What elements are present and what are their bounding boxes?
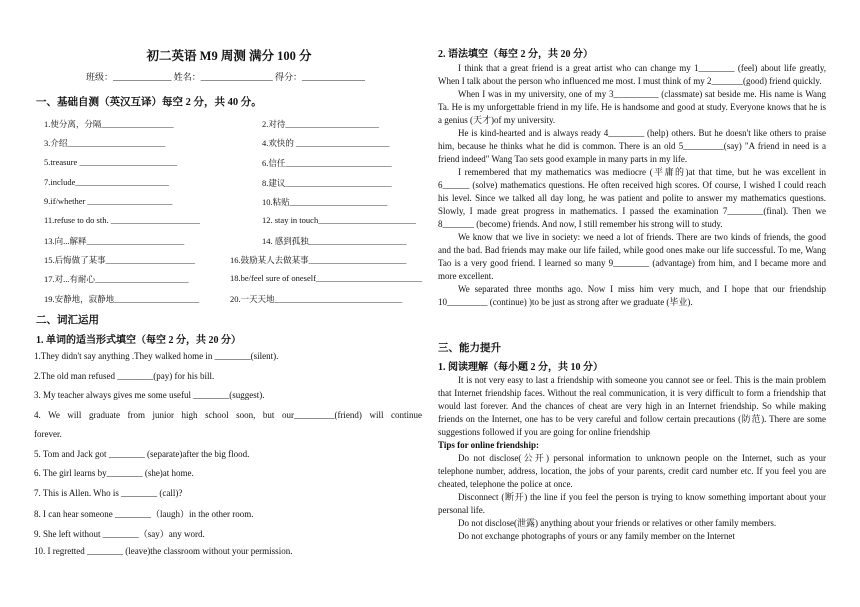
right-column xyxy=(438,0,826,607)
exercise-line-10: 10. I regretted ________ (leave)the classroom without your permission. xyxy=(34,546,293,556)
vocab-item-12: 12. stay in touch_______________________ xyxy=(262,215,416,225)
exercise-line-9: 9. She left without ________（say）any word. xyxy=(34,529,205,539)
vocab-item-13: 13.向...解释_______________________ xyxy=(44,236,185,246)
exercise-line-3: 3. My teacher always gives me some useful ________(suggest). xyxy=(34,390,265,400)
grammar-paragraph-6: We separated three months ago. Now I miss him very much, and I hope that our friendship 10_________ (continue) )to be just as strong after we graduate (毕业). xyxy=(438,284,826,307)
vocab-item-16: 16.鼓励某人去做某事_______________________ xyxy=(230,255,407,265)
reading-paragraph: It is not very easy to last a friendship with someone you cannot see or feel. This is the main problem that Internet friendship faces. Without the real communication, it is very difficult to form a friendship that would last forever. And the chances of cheat are very high in an Internet friendship. So while making friends on the Internet, one has to be very careful and follow certain precautions (防范). There are some suggestions followed if you are going for online friendship xyxy=(438,375,826,437)
vocab-item-18: 18.be/feel sure of oneself_________________________ xyxy=(230,273,423,283)
vocab-item-14: 14. 感到孤独_______________________ xyxy=(262,236,407,246)
tips-title: Tips for online friendship: xyxy=(438,440,539,450)
vocab-item-11: 11.refuse to do sth. _____________________ xyxy=(44,215,200,225)
vocab-item-8: 8.建议_________________________ xyxy=(262,178,392,188)
grammar-paragraph-2: When I was in my university, one of my 3__________ (classmate) sat beside me. His name is Wang Ta. He is my unforgettable friend in my life. He is handsome and good at study. Everyone knows that he is a genius (天才)of my university. xyxy=(438,89,826,125)
tip-4: Do not exchange photographs of yours or any family member on the Internet xyxy=(458,531,735,541)
vocab-item-1: 1.使分离，分隔_________________ xyxy=(44,119,174,129)
vocab-item-5: 5.treasure _______________________ xyxy=(44,157,178,167)
exercise-line-2: 2.The old man refused ________(pay) for his bill. xyxy=(34,371,215,381)
grammar-paragraph-1: I think that a great friend is a great artist who can change my 1________ (feel) about life greatly, When I talk about the person who influenced me most. I must think of my 2_______(good) friend quickly. xyxy=(438,63,826,86)
vocab-item-17: 17.对...有耐心______________________ xyxy=(44,274,189,284)
section2-heading: 二、词汇运用 xyxy=(36,315,99,326)
exercise-line-5: 5. Tom and Jack got ________ (separate)after the big flood. xyxy=(34,449,250,459)
section1-heading: 一、基础自测（英汉互译）每空 2 分，共 40 分。 xyxy=(36,97,262,108)
vocab-item-10: 10.粘贴_______________________ xyxy=(262,197,388,207)
grammar-paragraph-5: We know that we live in society: we need a lot of friends. There are two kinds of friends, the good and the bad. Bad friends may make our life failed, while good ones make our life successful. To me, Wang Tao is a very good friend. I learned so many 9________ (advantage) from him, and I became more and more excellent. xyxy=(438,232,826,281)
reading-heading: 1. 阅读理解（每小题 2 分，共 10 分） xyxy=(438,362,603,373)
student-info-line: 班级：_____________ 姓名：________________ 得分：______________ xyxy=(86,72,366,82)
vocab-item-3: 3.介绍_______________________ xyxy=(44,138,166,148)
reading-passage xyxy=(438,374,826,543)
vocab-item-20: 20.一天天地______________________________ xyxy=(230,294,403,304)
grammar-passage xyxy=(438,62,826,309)
exercise-line-8: 8. I can hear someone ________（laugh）in the other room. xyxy=(34,509,254,519)
tip-1: Do not disclose(公开) personal information to unknown people on the Internet, such as your telephone number, address, location, the jobs of your parents, credit card number etc. If you feel you are cheated, telephone the police at once. xyxy=(438,453,826,489)
exercise-line-4: 4. We will graduate from junior high school soon, but our_________(friend) will continue xyxy=(34,410,422,420)
vocab-item-15: 15.后悔做了某事_____________________ xyxy=(44,255,195,265)
page-title: 初二英语 M9 周测 满分 100 分 xyxy=(146,49,312,63)
section2-sub1-heading: 1. 单词的适当形式填空（每空 2 分，共 20 分） xyxy=(36,335,241,346)
vocab-item-7: 7.include______________________ xyxy=(44,177,169,187)
exercise-line-6: 6. The girl learns by________ (she)at home. xyxy=(34,468,194,478)
grammar-fill-heading: 2. 语法填空（每空 2 分，共 20 分） xyxy=(438,49,593,60)
tip-3: Do not disclose(泄露) anything about your friends or relatives or other family members. xyxy=(458,518,777,528)
exercise-line-4-cont: forever. xyxy=(34,429,62,439)
grammar-paragraph-3: He is kind-hearted and is always ready 4________ (help) others. But he doesn't like others to praise him, because he thinks what he did is common. There is an old 5_________(say) "A friend in need is a friend indeed" Wang Tao sets good example in many parts in my life. xyxy=(438,128,826,164)
vocab-item-2: 2.对待______________________ xyxy=(262,119,379,129)
section3-heading: 三、能力提升 xyxy=(438,343,501,354)
vocab-item-9: 9.if/whether ____________________ xyxy=(44,196,173,206)
grammar-paragraph-4: I remembered that my mathematics was mediocre (平庸的)at that time, but he was excellent in 6______ (solve) mathematics questions. He often received high scores. Of course, I wished I could reach his level. Since we talked all day long, he was patient and polite to answer my mathematics questions. Slowly, I made great progress in mathematics. I passed the examination 7________(final). Then we 8_______ (become) friends. And now, I still remember his strong will to study. xyxy=(438,167,826,229)
tip-2: Disconnect (断开) the line if you feel the person is trying to know something important about your personal life. xyxy=(438,492,826,515)
left-column xyxy=(34,0,424,607)
vocab-item-4: 4.欢快的 ______________________ xyxy=(262,138,390,148)
exercise-line-1: 1.They didn't say anything .They walked home in ________(silent). xyxy=(34,351,279,361)
vocab-item-6: 6.信任_________________________ xyxy=(262,158,392,168)
exercise-line-7: 7. This is Allen. Who is ________ (call)? xyxy=(34,488,183,498)
vocab-item-19: 19.安静地，寂静地____________________ xyxy=(44,294,200,304)
